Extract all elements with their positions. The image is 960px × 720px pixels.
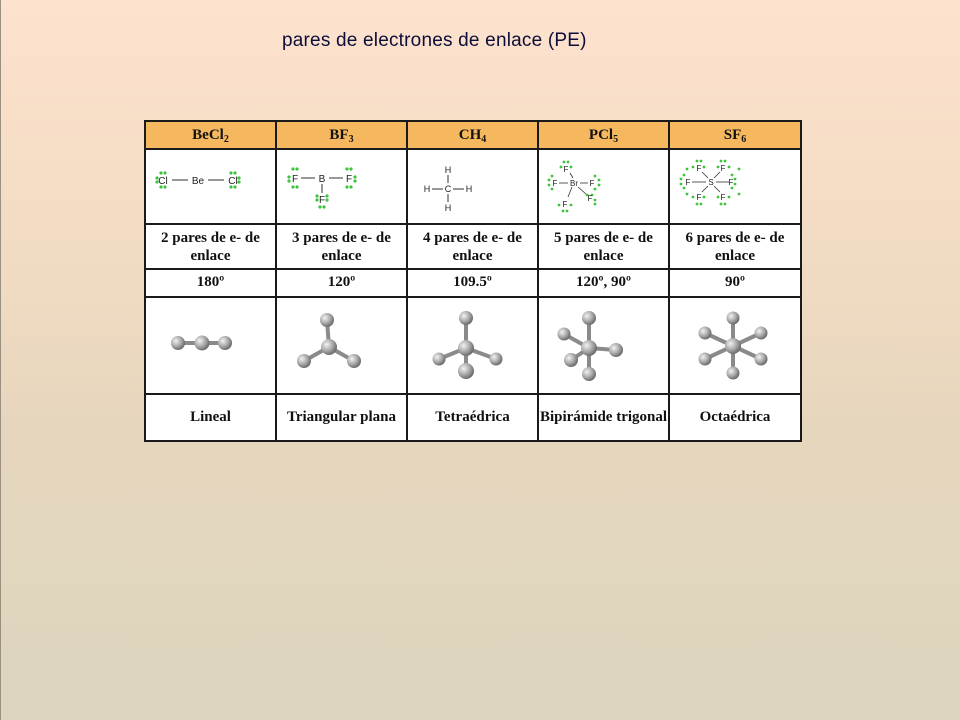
lewis-structure-pcl5	[538, 149, 669, 224]
svg-text:H: H	[465, 183, 473, 194]
formula-header-becl2: BeCl$_2$	[145, 121, 276, 149]
formula-header-pcl5: PCl$_5$	[538, 121, 669, 149]
svg-text:C: C	[444, 183, 452, 194]
geometry-name-sf6: Octaédrica	[669, 394, 801, 441]
bonding-pairs-bf3: 3 pares de e- de enlace	[276, 224, 407, 269]
svg-text:F: F	[562, 199, 568, 209]
angle-row	[145, 269, 801, 297]
bonding-pairs-sf6: 6 pares de e- de enlace	[669, 224, 801, 269]
shape-row	[145, 394, 801, 441]
svg-text:H: H	[444, 202, 452, 213]
svg-text:F: F	[563, 164, 569, 174]
svg-text:F: F	[291, 173, 299, 185]
bonding-pairs-becl2: 2 pares de e- de enlace	[145, 224, 276, 269]
formula-header-ch4: $CH_4$	[407, 121, 538, 149]
left-border	[0, 0, 1, 720]
vsepr-table	[144, 120, 802, 442]
bond-angle-sf6: 90º	[669, 269, 801, 297]
ball-stick-model-linear	[145, 297, 276, 394]
svg-text:F: F	[318, 194, 326, 206]
formula-header-bf3: $BF_3$	[276, 121, 407, 149]
ball-stick-model-trigonal-bipyramid	[538, 297, 669, 394]
svg-text:H: H	[444, 164, 452, 175]
svg-text:H: H	[423, 183, 431, 194]
bond-angle-ch4: 109.5º	[407, 269, 538, 297]
model-row	[145, 297, 801, 394]
svg-text:F: F	[345, 173, 353, 185]
lewis-structure-sf6	[669, 149, 801, 224]
svg-text:F: F	[720, 192, 725, 202]
bond-angle-bf3: 120º	[276, 269, 407, 297]
formula-header-sf6: $SF_6$	[669, 121, 801, 149]
lewis-row	[145, 149, 801, 224]
pairs-row	[145, 224, 801, 269]
svg-text:F: F	[696, 192, 701, 202]
lewis-structure-becl2	[145, 149, 276, 224]
bond-angle-pcl5: 120º, 90º	[538, 269, 669, 297]
svg-text:F: F	[728, 177, 733, 187]
svg-text:F: F	[720, 163, 725, 173]
svg-text:F: F	[587, 193, 593, 203]
page-title: pares de electrones de enlace (PE)	[282, 30, 587, 51]
lewis-atom-cl: Cl	[158, 175, 168, 187]
ball-stick-model-trigonal-planar	[276, 297, 407, 394]
ball-stick-model-octahedral	[669, 297, 801, 394]
geometry-name-bf3: Triangular plana	[276, 394, 407, 441]
bond-angle-becl2: 180º	[145, 269, 276, 297]
svg-text:F: F	[552, 178, 558, 188]
svg-text:Br: Br	[570, 178, 578, 188]
geometry-name-ch4: Tetraédrica	[407, 394, 538, 441]
lewis-structure-bf3	[276, 149, 407, 224]
svg-text:F: F	[685, 177, 690, 187]
geometry-name-becl2: Lineal	[145, 394, 276, 441]
svg-text:S: S	[707, 177, 714, 187]
bonding-pairs-pcl5: 5 pares de e- de enlace	[538, 224, 669, 269]
svg-text:B: B	[318, 173, 326, 185]
ball-stick-model-tetrahedral	[407, 297, 538, 394]
header-row	[145, 121, 801, 149]
geometry-name-pcl5: Bipirámide trigonal	[538, 394, 669, 441]
lewis-structure-ch4	[407, 149, 538, 224]
svg-text:F: F	[589, 178, 595, 188]
bonding-pairs-ch4: 4 pares de e- de enlace	[407, 224, 538, 269]
lewis-atom-be: Be	[191, 175, 205, 187]
svg-text:F: F	[696, 163, 701, 173]
lewis-atom-cl: Cl	[228, 175, 238, 187]
